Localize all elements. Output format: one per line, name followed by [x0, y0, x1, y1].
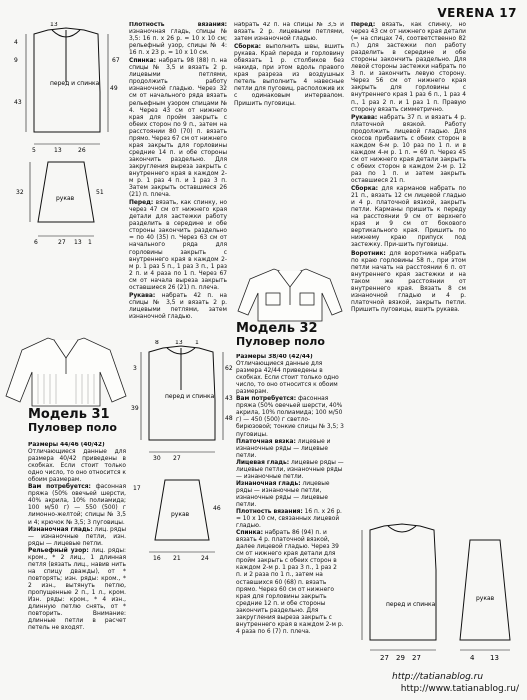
m32-dim-16: 16: [153, 555, 161, 562]
m32-density-title: Плотность вязания:: [236, 509, 303, 516]
dim-51: 51: [96, 189, 104, 196]
m32b-dim-27: 27: [380, 654, 389, 662]
dim-13c: 13: [74, 239, 82, 246]
dim-27: 27: [58, 239, 66, 246]
m32-pattern2-title: Лицевая гладь:: [236, 459, 290, 466]
footer-url-italic[interactable]: http://tatianablog.ru: [392, 672, 484, 682]
dim-5: 5: [32, 147, 36, 154]
m32b-dim-4: 4: [470, 654, 475, 662]
m32-dim-24: 24: [201, 555, 209, 562]
model32-title: Модель 32: [236, 321, 318, 336]
model31-materials-block: [28, 442, 126, 642]
m32-materials: фасонная пряжа (50% овечьей шерсти, 40% акрила, 10% полиамида; 100 м/50 г) — 450 (500) г светло-бирюзовой; тонкие спицы № 3,5; 3 пуговицы.: [236, 396, 344, 438]
m32-dim-3: 3: [133, 365, 137, 372]
m31-materials: фасонная пряжа (50% овечьей шерсти, 40% акрила, 10% полиамида; 100 м/50 г) — 550 (500) г лимонно-желтой; спицы № 3,5 и 4; крючок № 3,5; 3 пуговицы.: [28, 484, 126, 526]
m32-back: набрать 86 (94) п. и вязать 4 р. платочной вязкой, далее лицевой гладью. Через 39 см от нижнего края детали для пройм закрыть с обеих сторон в каждом 2-м р. 1 раз 3 п., 1 раз 2 п. и 2 раза по 1 п., затем на оставшихся 60 (68) п. вязать прямо. Через 60 см от нижнего края для горловины закрыть средние 12 п. и обе стороны закончить раздельно. Для закругления выреза закрыть с внутреннего края в каждом 2-м р. 4 раза по 6 (7) п. плеча.: [236, 530, 344, 635]
dim-26: 26: [78, 147, 86, 154]
m32-pattern2: лицевые ряды — лицевые петли, изнаночные ряды — изнаночные петли.: [236, 459, 344, 480]
m32b-front-label: перед и спинка: [386, 601, 436, 608]
dim-49: 49: [110, 85, 118, 92]
model31-subtitle: Пуловер поло: [28, 421, 117, 434]
model31-front-label: перед и спинка: [50, 80, 100, 87]
dim-13: 13: [50, 22, 58, 28]
m32-dim-13: 13: [175, 340, 183, 346]
m31-sleeves: набрать 42 п. на спицы № 3,5 и вязать 2 р. лицевыми петлями, затем изнаночной гладью.: [129, 292, 227, 320]
m32-intro: Отличающиеся данные для размера 42/44 приведены в скобках. Если стоит только одно число, то оно относится к обоим размерам.: [236, 361, 339, 396]
page-header: VERENA 17: [437, 6, 517, 20]
m32-dim-8: 8: [155, 340, 159, 346]
dim-32: 32: [16, 189, 24, 196]
m32-pattern3-title: Изнаночная гладь:: [236, 480, 301, 487]
m32-assembly-title: Сборка:: [234, 44, 262, 51]
m32-sizes: Размеры 38/40 (42/44): [236, 354, 313, 360]
m31-sizes: Размеры 44/46 (40/42): [28, 442, 105, 448]
dim-1: 1: [88, 239, 92, 246]
m31-pattern2: лиц. ряды: кром., * 2 лиц., 1 длинная петля (вязать лиц., навив нить на спицу дважды), от * повторять; изн. ряды: кром., * 2 изн., вытянуть петлю, пропущенные 2 п., 1 л., кром. Изн. ряды: кром., * 4 изн., длинную петлю снять, от * повторить. Внимание: длинные петли в расчет петель не входят.: [28, 547, 126, 632]
m31-density-title: Плотность вязания:: [129, 22, 227, 28]
model32-intro-block: [236, 354, 344, 654]
m32-front-label: перед и спинка: [165, 393, 215, 400]
m31-front: вязать, как спинку, но через 47 см от нижнего края детали для застежки работу разделить в середине и обе стороны закончить раздельно = по 40 (35) п. Через 63 см от начального ряда для горловины закрыть с внутреннего края в каждом 2-м р. 1 раз 5 п., 1 раз 3 п., 1 раз 2 п. и 4 раза по 1 п. Через 67 см от начала выреза закрыть оставшиеся 26 (21) п. плеча.: [129, 200, 227, 291]
m32-collar: для карманов набрать по 21 п., вязать 12 см лицевой гладью и 4 р. платочной вязкой, закрыть петли. Карманы пришить к переду на расстоянии 9 см от верхнего края и 9 см от бокового вертикального края. Пришить по нижнему краю припуск под застежку. При-шить пуговицы.: [351, 186, 466, 249]
m32-dim-46: 46: [213, 505, 221, 512]
footer-url[interactable]: http://www.tatianablog.ru/: [400, 684, 519, 694]
dim-67: 67: [112, 57, 120, 64]
dim-43: 43: [14, 99, 22, 106]
m32-dim-1: 1: [195, 340, 199, 346]
model32-subtitle: Пуловер поло: [236, 335, 325, 348]
m31-pattern2-title: Рельефный узор:: [28, 547, 89, 554]
m32-collar2-title: Воротник:: [351, 250, 386, 257]
m32-pattern1-title: Платочная вязка:: [236, 438, 296, 445]
m32-dim-27: 27: [173, 455, 181, 462]
m32-front-title: Перед:: [351, 22, 376, 28]
m32-dim-39: 39: [131, 405, 139, 412]
m32-dim-17: 17: [133, 485, 141, 492]
m32b-dim-29: 29: [396, 654, 405, 662]
model32-column-3: [351, 22, 466, 442]
model31-schematic: [4, 22, 128, 322]
m31-back: набрать 98 (88) п. на спицы № 3,5 и вязать 2 р. лицевыми петлями, продолжить работу изнаночной гладью. Через 32 см от начального ряда вязать рельефным узором спицами № 4. Через 43 см от нижнего края для пройм закрыть с обеих сторон по 9 п., затем на расстоянии 80 (70) п. вязать прямо. Через 67 см от нижнего края закрыть для горловины средние 14 п. и обе стороны закончить раздельно. Для закругления выреза закрыть с внутреннего края в каждом 2-м р. 1 раз 4 п. и 1 раз 3 п. Затем закрыть оставшиеся 26 (21) п. плеча.: [129, 58, 227, 199]
model32-schematic: [129, 340, 233, 640]
m32-density: 16 п. x 26 р. = 10 x 10 см, связанных лицевой гладью.: [236, 509, 342, 530]
model32b-schematic: [350, 520, 525, 670]
m32-sleeves-title: Рукава:: [351, 114, 378, 121]
dim-9: 9: [14, 57, 18, 64]
m32-dim-62: 62: [225, 365, 233, 372]
m32-materials-title: Вам потребуется:: [236, 396, 297, 403]
m32-assembly: выполнить швы, вшить рукава. Край переда и горловину обвязать 1 р. столбиков без накида, при этом вдоль правого края разреза из воздушных петель выполнить 4 навесные петли для пуговиц, расположив их с одинаковым интервалом. Пришить пуговицы.: [234, 44, 344, 107]
model31-illustration: [4, 330, 128, 408]
model31-column-2: [129, 22, 227, 332]
m31-pattern1-title: Изнаночная гладь:: [28, 526, 93, 533]
dim-6: 6: [34, 239, 38, 246]
m32-dim-48: 48: [225, 415, 233, 422]
m32-back-title: Спинка:: [236, 530, 263, 537]
dim-4: 4: [14, 39, 18, 46]
m31-front-title: Перед:: [129, 200, 154, 207]
m32-dim-43: 43: [225, 395, 233, 402]
m32-filler: набрать 42 п. на спицы № 3,5 и вязать 2 р. лицевыми петлями, затем изнаночной гладью.: [234, 22, 344, 43]
model31-sleeve-label: рукав: [56, 195, 75, 202]
m32-sleeves: набрать 37 п. и вязать 4 р. платочной вязкой. Работу продолжить лицевой гладью. Для скосов прибавить с обеих сторон в каждом 6-м р. 10 раз по 1 п. и в каждом 4-м р. 1 п. = 69 п. Через 45 см от нижнего края детали закрыть с обеих сторон в каждом 2-м р. 12 раз по 1 п. и затем закрыть оставшиеся 21 п.: [351, 114, 466, 185]
m31-materials-title: Вам потребуется:: [28, 484, 91, 491]
m32-collar-title: Сборка:: [351, 186, 379, 193]
m31-density: изнаночная гладь, спицы № 3,5: 16 п. x 26 р. = 10 x 10 см; рельефный узор, спицы № 4: 16 п. x 23 р. = 10 x 10 см.: [129, 29, 227, 57]
m32b-sleeve-label: рукав: [476, 595, 495, 602]
m32b-dim-27b: 27: [412, 654, 421, 662]
m31-sleeves-title: Рукава:: [129, 292, 156, 299]
m31-pattern1: лиц. ряды — изнаночные петли, изн. ряды — лицевые петли.: [28, 526, 126, 547]
m31-back-title: Спинка:: [129, 58, 156, 65]
m32-pattern3: лицевые ряды — изнаночные петли, изнаночные ряды — лицевые петли.: [236, 480, 330, 508]
model31-title-block: [28, 408, 117, 434]
m32-pattern1: лицевые и изнаночные ряды — лицевые петли.: [236, 438, 331, 459]
m32b-dim-13: 13: [490, 654, 499, 662]
m32-collar2: для воротника набрать по краю горловины 58 п., при этом петли начать на расстоянии 6 п. от внутреннего края застежки и на таком же расстоянии от внутреннего края. Вязать 8 см изнаночной гладью и 4 р. платочной вязкой, закрыть петли. Пришить пуговицы, вшить рукава.: [351, 250, 466, 313]
dim-13b: 13: [54, 147, 62, 154]
m32-sleeve-label: рукав: [171, 511, 190, 518]
model31-title: Модель 31: [28, 407, 110, 422]
m31-intro: Отличающиеся данные для размера 40/42 приведены в скобках. Если стоит только одно число, то оно относится к обоим размерам.: [28, 449, 126, 484]
m32-front: вязать, как спинку, но через 43 см от нижнего края детали (= на спицах 74, соответственно 82 п.) для застежки пол работу разделить в середине и обе стороны закончить раздельно. Для левой стороны застежки набрать по 3 п. и закончить левую сторону. Через 56 см от нижнего края закрыть для горловины с внутреннего края 1 раз 6 п., 1 раз 4 п., 1 раз 2 п. и 1 раз 1 п. Правую сторону вязать симметрично.: [351, 22, 466, 113]
m32-dim-30: 30: [153, 455, 161, 462]
m32-dim-21: 21: [173, 555, 181, 562]
